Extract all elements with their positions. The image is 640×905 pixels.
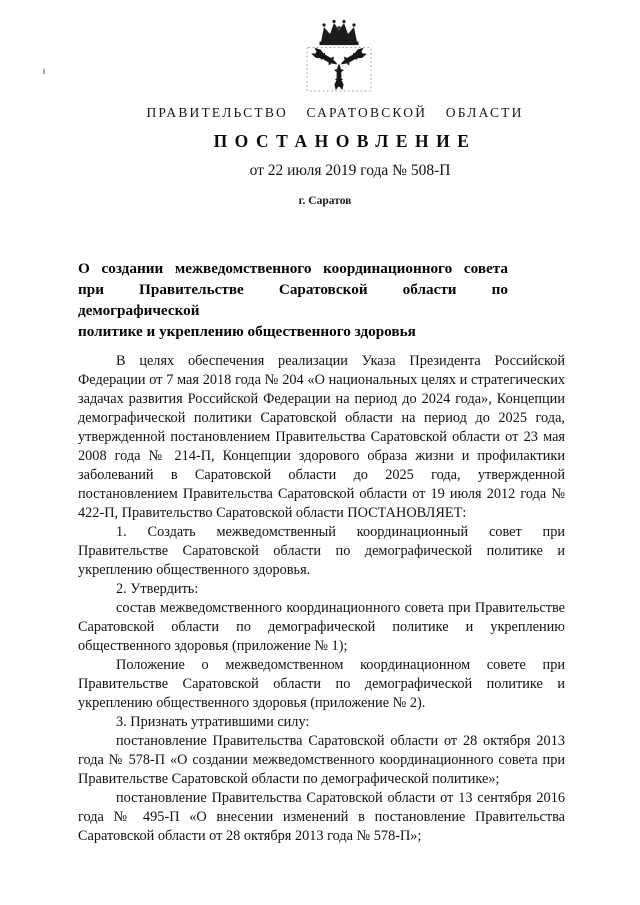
decree-title-line: О создании межведомственного координационного совета bbox=[78, 260, 508, 277]
document-paragraph: 1. Создать межведомственный координационный совет при Правительстве Саратовской области по демографической политике и укреплению общественного здоровья. bbox=[78, 524, 565, 578]
crown-shape bbox=[321, 23, 357, 42]
date-and-number-line: от 22 июля 2019 года № 508-П bbox=[249, 162, 451, 179]
decree-title-line: политике и укреплению общественного здоровья bbox=[78, 323, 416, 340]
scan-speck bbox=[43, 69, 45, 74]
saratov-coat-of-arms-icon bbox=[306, 18, 372, 92]
document-paragraph: 2. Утвердить: bbox=[116, 581, 199, 597]
document-paragraph: состав межведомственного координационного совета при Правительстве Саратовской области по демографической политике и укреплению общественного здоровья (приложение № 1); bbox=[78, 600, 565, 654]
city-line: г. Саратов bbox=[298, 195, 352, 207]
decree-title-line: при Правительстве Саратовской области по демографической bbox=[78, 281, 508, 319]
document-paragraph: 3. Признать утратившими силу: bbox=[116, 714, 310, 730]
organization-name: ПРАВИТЕЛЬСТВО САРАТОВСКОЙ ОБЛАСТИ bbox=[146, 105, 524, 120]
decree-body bbox=[78, 352, 565, 846]
document-type-title: ПОСТАНОВЛЕНИЕ bbox=[213, 131, 477, 151]
decree-title bbox=[78, 258, 508, 342]
document-paragraph: постановление Правительства Саратовской области от 13 сентября 2016 года № 495-П «О внесении изменений в постановление Правительства Саратовской области от 28 октября 2013 года № 578-П»; bbox=[78, 790, 565, 844]
document-paragraph: постановление Правительства Саратовской области от 28 октября 2013 года № 578-П «О создании межведомственного координационного совета при Правительстве Саратовской области по демографической политике»; bbox=[78, 733, 565, 787]
document-paragraph: Положение о межведомственном координационном совете при Правительстве Саратовской области по демографической политике и укреплению общественного здоровья (приложение № 2). bbox=[78, 657, 565, 711]
document-paragraph: В целях обеспечения реализации Указа Президента Российской Федерации от 7 мая 2018 года № 204 «О национальных целях и стратегических задачах развития Российской Федерации на период до 2024 года», Концепции демографической политики Саратовской области на период до 2025 года, утвержденной постановлением Правительства Саратовской области от 23 мая 2008 года № 214-П, Концепции здорового образа жизни и профилактики заболеваний в Саратовской области до 2025 года, утвержденной постановлением Правительства Саратовской области от 19 июля 2012 года № 422-П, Правительство Саратовской области ПОСТАНОВЛЯЕТ: bbox=[78, 353, 565, 521]
